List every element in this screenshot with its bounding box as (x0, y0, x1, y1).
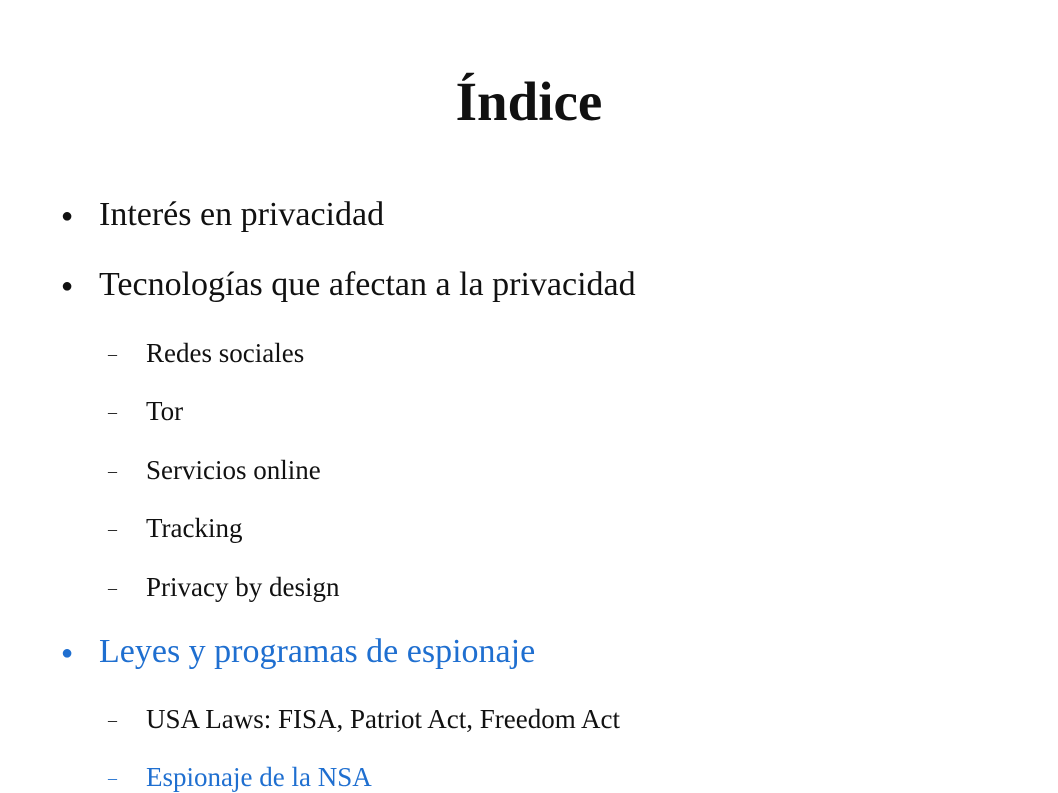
sub-list-item-label: Redes sociales (146, 338, 305, 368)
list-item-label: Interés en privacidad (99, 196, 385, 233)
sub-list-item (108, 335, 304, 372)
sub-list-item (108, 701, 620, 738)
dash-icon: – (108, 710, 117, 730)
sub-list-item-label: Tor (146, 396, 184, 426)
sub-list-item-highlighted (108, 759, 372, 793)
list-item-label: Leyes y programas de espionaje (99, 633, 536, 670)
dash-icon: – (108, 519, 117, 539)
sub-list-item-label: Espionaje de la NSA (146, 762, 372, 792)
sub-list-item-label: Tracking (146, 513, 243, 543)
sub-list-item (108, 569, 339, 606)
bullet-icon: ● (61, 275, 74, 297)
sub-list-item-label: USA Laws: FISA, Patriot Act, Freedom Act (146, 704, 620, 734)
dash-icon: – (108, 768, 117, 788)
dash-icon: – (108, 578, 117, 598)
bullet-icon: ● (61, 205, 74, 227)
sub-list-item (108, 452, 321, 489)
sub-list-item (108, 510, 243, 547)
list-item-label: Tecnologías que afectan a la privacidad (99, 266, 636, 303)
list-item-highlighted (61, 630, 535, 675)
sub-list-item-label: Privacy by design (146, 572, 340, 602)
slide-title: Índice (455, 71, 603, 132)
bullet-icon: ● (61, 642, 74, 664)
dash-icon: – (108, 344, 117, 364)
dash-icon: – (108, 402, 117, 422)
dash-icon: – (108, 461, 117, 481)
list-item (61, 193, 384, 238)
sub-list-item (108, 393, 183, 430)
list-item (61, 263, 636, 308)
sub-list-item-label: Servicios online (146, 455, 321, 485)
